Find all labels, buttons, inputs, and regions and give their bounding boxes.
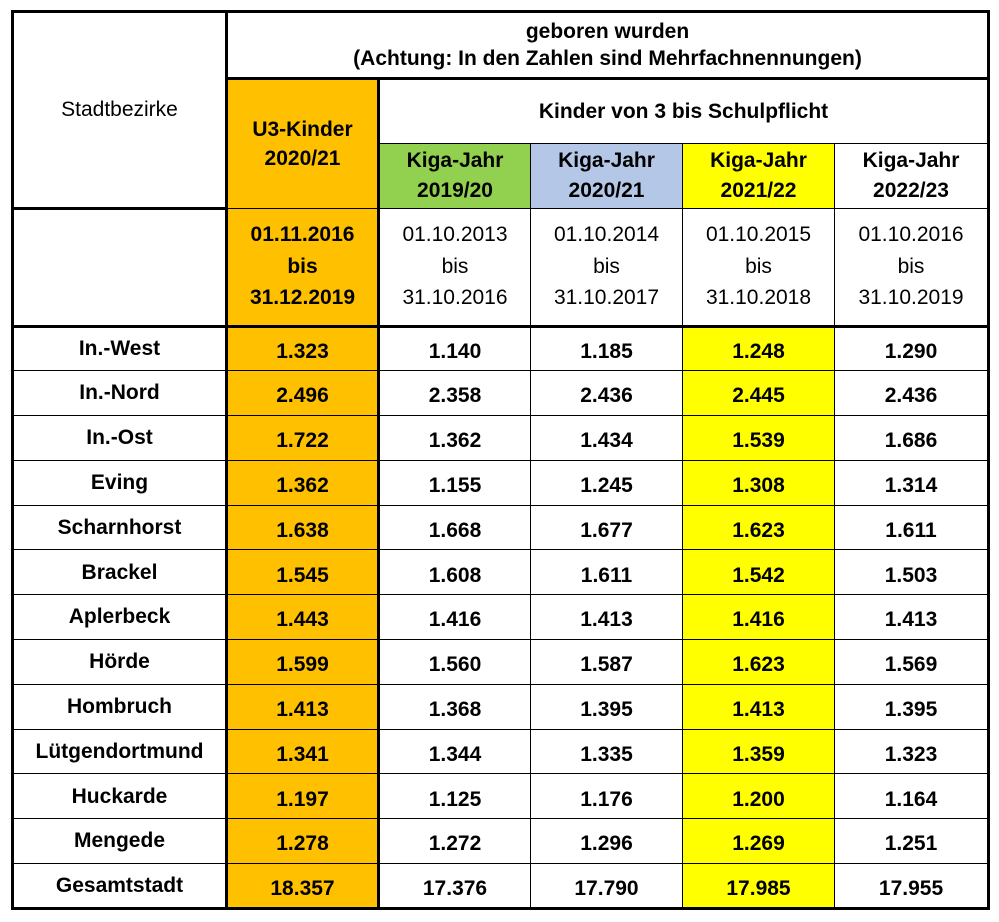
- cell-value: 1.368: [379, 684, 531, 729]
- year-label: Kiga-Jahr: [406, 149, 504, 173]
- district-name: In.-West: [13, 326, 227, 371]
- table-row: [13, 416, 989, 461]
- year-value: 2021/22: [720, 178, 797, 202]
- date-from: 01.10.2015: [705, 223, 812, 247]
- cell-value: 1.587: [531, 640, 683, 685]
- cell-value: 1.434: [531, 416, 683, 461]
- cell-value: 1.416: [379, 595, 531, 640]
- table-title: [227, 12, 989, 79]
- cell-value: 1.560: [379, 640, 531, 685]
- table-row: [13, 774, 989, 819]
- date-to: 31.10.2018: [705, 286, 812, 310]
- cell-value: 1.542: [683, 550, 835, 595]
- title-line-1: geboren wurden: [525, 19, 690, 43]
- u3-date-range: [227, 208, 379, 326]
- cell-value: 1.140: [379, 326, 531, 371]
- year-header-2020-21: [531, 143, 683, 208]
- cell-value: 1.611: [531, 550, 683, 595]
- u3-year: 2020/21: [264, 147, 341, 171]
- cell-value: 1.323: [227, 326, 379, 371]
- table-row: [13, 595, 989, 640]
- cell-value: 1.176: [531, 774, 683, 819]
- date-to: 31.12.2019: [249, 286, 356, 310]
- year-header-2022-23: [835, 143, 989, 208]
- cell-value: 1.623: [683, 640, 835, 685]
- u3-column-header: [227, 79, 379, 209]
- date-range-2022-23: [835, 208, 989, 326]
- district-name: Hörde: [13, 640, 227, 685]
- table-row: [13, 326, 989, 371]
- cell-value: 1.248: [683, 326, 835, 371]
- cell-value: 1.416: [683, 595, 835, 640]
- date-to: 31.10.2019: [858, 286, 964, 310]
- cell-value: 1.245: [531, 460, 683, 505]
- data-rows: [13, 326, 989, 909]
- cell-value: 1.296: [531, 819, 683, 864]
- date-from: 01.10.2013: [402, 223, 508, 247]
- cell-value: 2.445: [683, 371, 835, 416]
- table-row: [13, 505, 989, 550]
- year-label: Kiga-Jahr: [710, 149, 807, 173]
- cell-value: 1.323: [835, 729, 989, 774]
- cell-value: 17.790: [531, 864, 683, 909]
- date-row-spacer: [13, 208, 227, 326]
- district-column-header: [13, 12, 227, 209]
- date-to: 31.10.2016: [402, 286, 508, 310]
- title-line-2: (Achtung: In den Zahlen sind Mehrfachnennungen): [353, 47, 862, 71]
- year-header-2019-20: [379, 143, 531, 208]
- district-name: Lütgendortmund: [13, 729, 227, 774]
- cell-value: 1.197: [227, 774, 379, 819]
- cell-value: 2.496: [227, 371, 379, 416]
- district-name: Eving: [13, 460, 227, 505]
- cell-value: 1.125: [379, 774, 531, 819]
- cell-value: 1.623: [683, 505, 835, 550]
- cell-value: 1.278: [227, 819, 379, 864]
- cell-value: 1.395: [835, 684, 989, 729]
- district-name: Huckarde: [13, 774, 227, 819]
- cell-value: 1.362: [379, 416, 531, 461]
- cell-value: 1.545: [227, 550, 379, 595]
- table-row: [13, 371, 989, 416]
- cell-value: 1.314: [835, 460, 989, 505]
- cell-value: 1.503: [835, 550, 989, 595]
- cell-value: 1.269: [683, 819, 835, 864]
- table-row: [13, 684, 989, 729]
- cell-value: 2.358: [379, 371, 531, 416]
- date-bis: bis: [287, 254, 318, 278]
- cell-value: 1.362: [227, 460, 379, 505]
- table-row: [13, 819, 989, 864]
- year-label: Kiga-Jahr: [558, 149, 655, 173]
- cell-value: 1.668: [379, 505, 531, 550]
- cell-value: 1.164: [835, 774, 989, 819]
- cell-value: 1.200: [683, 774, 835, 819]
- cell-value: 18.357: [227, 864, 379, 909]
- cell-value: 1.290: [835, 326, 989, 371]
- table-row: [13, 864, 989, 909]
- date-from: 01.10.2016: [858, 223, 964, 247]
- district-name: In.-Nord: [13, 371, 227, 416]
- cell-value: 1.251: [835, 819, 989, 864]
- date-bis: bis: [897, 254, 925, 278]
- cell-value: 1.413: [227, 684, 379, 729]
- cell-value: 1.539: [683, 416, 835, 461]
- cell-value: 1.599: [227, 640, 379, 685]
- cell-value: 17.955: [835, 864, 989, 909]
- table-row: [13, 640, 989, 685]
- date-range-2021-22: [683, 208, 835, 326]
- date-from: 01.10.2014: [553, 223, 660, 247]
- district-name: In.-Ost: [13, 416, 227, 461]
- cell-value: 17.985: [683, 864, 835, 909]
- cell-value: 1.677: [531, 505, 683, 550]
- birth-statistics-table: [11, 10, 990, 910]
- district-name: Aplerbeck: [13, 595, 227, 640]
- u3-label: U3-Kinder: [252, 117, 353, 141]
- date-from: 01.11.2016: [250, 223, 355, 247]
- table-row: [13, 729, 989, 774]
- year-value: 2020/21: [568, 178, 645, 202]
- year-value: 2019/20: [417, 178, 493, 202]
- date-range-2020-21: [531, 208, 683, 326]
- cell-value: 1.308: [683, 460, 835, 505]
- year-label: Kiga-Jahr: [862, 149, 960, 173]
- district-name: Hombruch: [13, 684, 227, 729]
- cell-value: 2.436: [531, 371, 683, 416]
- date-to: 31.10.2017: [553, 286, 660, 310]
- cell-value: 1.638: [227, 505, 379, 550]
- date-bis: bis: [441, 254, 469, 278]
- cell-value: 1.272: [379, 819, 531, 864]
- district-name: Mengede: [13, 819, 227, 864]
- cell-value: 17.376: [379, 864, 531, 909]
- cell-value: 1.443: [227, 595, 379, 640]
- district-name: Scharnhorst: [13, 505, 227, 550]
- cell-value: 1.359: [683, 729, 835, 774]
- cell-value: 1.413: [835, 595, 989, 640]
- district-name: Gesamtstadt: [13, 864, 227, 909]
- cell-value: 1.413: [683, 684, 835, 729]
- year-value: 2022/23: [873, 178, 949, 202]
- cell-value: 1.686: [835, 416, 989, 461]
- cell-value: 1.185: [531, 326, 683, 371]
- cell-value: 1.341: [227, 729, 379, 774]
- cell-value: 1.608: [379, 550, 531, 595]
- cell-value: 1.722: [227, 416, 379, 461]
- cell-value: 1.335: [531, 729, 683, 774]
- year-header-2021-22: [683, 143, 835, 208]
- cell-value: 1.413: [531, 595, 683, 640]
- group-header: [379, 79, 989, 143]
- date-bis: bis: [745, 254, 772, 278]
- cell-value: 1.155: [379, 460, 531, 505]
- date-range-2019-20: [379, 208, 531, 326]
- table-row: [13, 550, 989, 595]
- district-name: Brackel: [13, 550, 227, 595]
- cell-value: 2.436: [835, 371, 989, 416]
- date-bis: bis: [593, 254, 620, 278]
- cell-value: 1.611: [835, 505, 989, 550]
- cell-value: 1.395: [531, 684, 683, 729]
- district-column-label: Stadtbezirke: [61, 98, 178, 122]
- cell-value: 1.344: [379, 729, 531, 774]
- group-title: Kinder von 3 bis Schulpflicht: [538, 99, 829, 123]
- table-row: [13, 460, 989, 505]
- cell-value: 1.569: [835, 640, 989, 685]
